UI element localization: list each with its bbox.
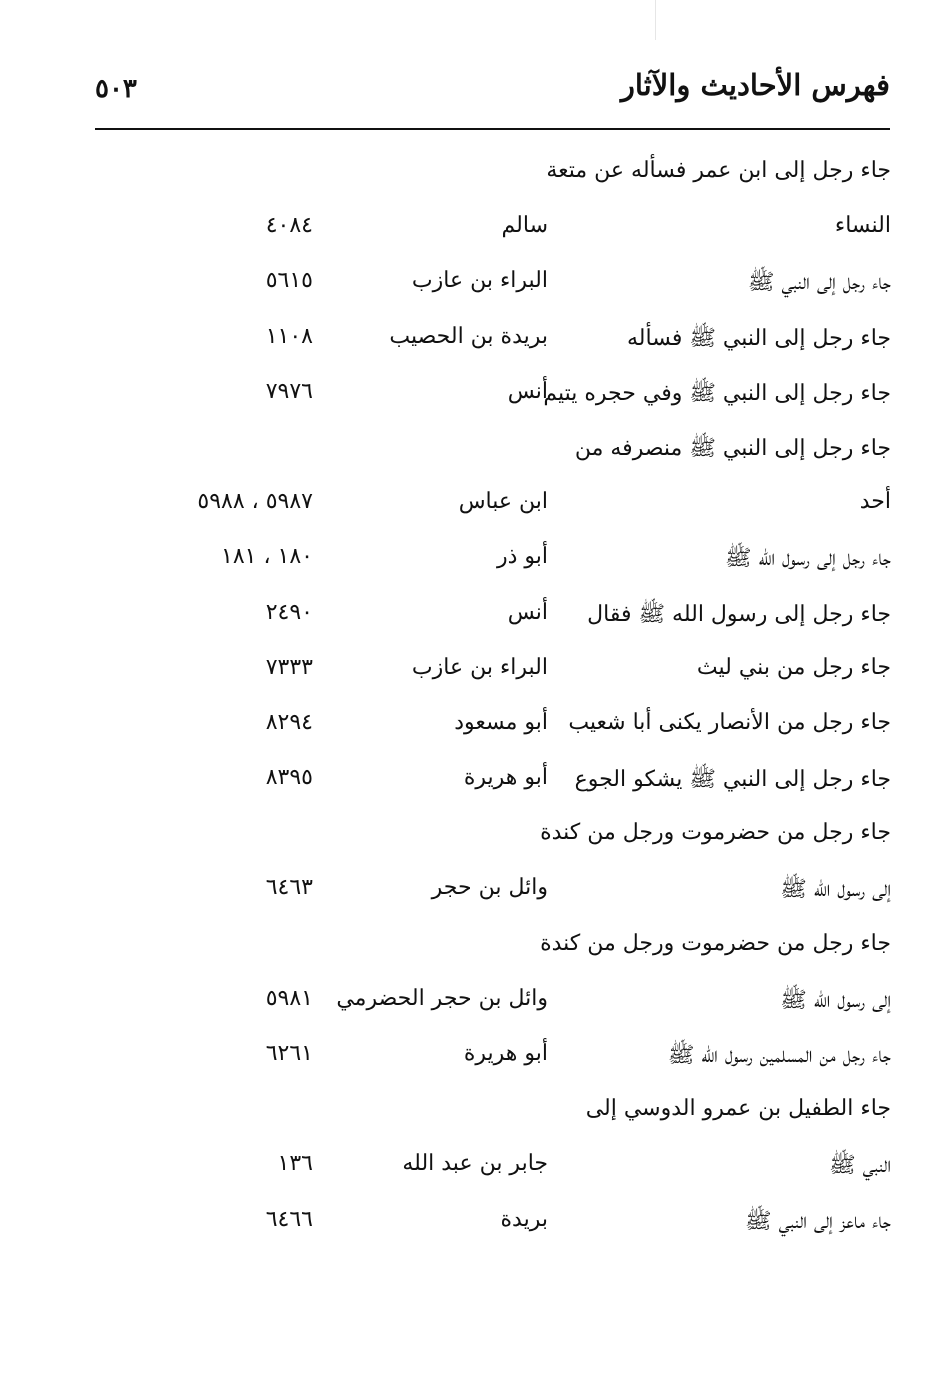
hadith-text: جاء رجل إلى النبي ﷺ يشكو الجوع <box>574 767 891 793</box>
hadith-number: ٥٩٨٧ ، ٥٩٨٨ <box>197 489 313 515</box>
narrator-name: أنس <box>507 378 548 404</box>
narrator-name: بريدة <box>500 1206 548 1232</box>
hadith-number: ٦٤٦٣ <box>265 875 313 901</box>
narrator-name: بريدة بن الحصيب <box>389 323 548 349</box>
index-entry <box>95 921 903 976</box>
hadith-number: ٤٠٨٤ <box>265 213 313 239</box>
index-entry <box>95 1197 903 1252</box>
index-entry <box>95 700 903 755</box>
hadith-number: ٨٣٩٥ <box>265 765 313 791</box>
index-entry <box>95 1141 903 1196</box>
index-entry <box>95 976 903 1031</box>
index-entry <box>95 590 903 645</box>
narrator-name: أبو مسعود <box>454 709 548 735</box>
narrator-name: وائل بن حجر الحضرمي <box>336 985 548 1011</box>
hadith-text: إلى رسول الله ﷺ <box>780 877 891 903</box>
hadith-text: جاء رجل من الأنصار يكنى أبا شعيب <box>568 709 891 735</box>
hadith-number: ١٣٦ <box>277 1151 313 1177</box>
hadith-number: ٢٤٩٠ <box>265 599 313 625</box>
hadith-number: ٨٢٩٤ <box>265 709 313 735</box>
hadith-text: جاء الطفيل بن عمرو الدوسي إلى <box>585 1096 891 1122</box>
hadith-index-list <box>95 148 903 1252</box>
index-entry <box>95 1031 903 1086</box>
narrator-name: سالم <box>501 213 548 239</box>
page-header <box>95 62 890 122</box>
hadith-number: ٦٤٦٦ <box>265 1206 313 1232</box>
hadith-text: النبي ﷺ <box>829 1153 891 1179</box>
hadith-number: ٥٦١٥ <box>265 268 313 294</box>
index-entry <box>95 424 903 479</box>
hadith-text: إلى رسول الله ﷺ <box>780 987 891 1013</box>
hadith-text: جاء ماعز إلى النبي ﷺ <box>745 1208 891 1234</box>
narrator-name: البراء بن عازب <box>411 654 548 680</box>
hadith-number: ٥٩٨١ <box>265 985 313 1011</box>
hadith-text: جاء رجل إلى رسول الله ﷺ فقال <box>587 601 891 627</box>
page-title: فهرس الأحاديث والآثار <box>620 68 890 102</box>
hadith-number: ١٨٠ ، ١٨١ <box>221 544 313 570</box>
hadith-text: جاء رجل إلى النبي ﷺ منصرفه من <box>574 435 891 461</box>
hadith-text: جاء رجل إلى النبي ﷺ وفي حجره يتيم <box>543 380 891 406</box>
narrator-name: البراء بن عازب <box>411 268 548 294</box>
hadith-text: جاء رجل من المسلمين رسول الله ﷺ <box>667 1043 891 1068</box>
header-divider <box>95 128 890 130</box>
narrator-name: أبو هريرة <box>463 1041 548 1066</box>
hadith-text: جاء رجل إلى ابن عمر فسأله عن متعة <box>546 158 891 183</box>
index-entry <box>95 865 903 920</box>
hadith-text: جاء رجل إلى النبي ﷺ فسأله <box>627 325 891 351</box>
hadith-number: ٧٩٧٦ <box>265 378 313 404</box>
narrator-name: ابن عباس <box>458 489 548 515</box>
hadith-number: ٦٢٦١ <box>265 1041 313 1066</box>
index-entry <box>95 314 903 369</box>
index-entry <box>95 369 903 424</box>
narrator-name: أبو ذر <box>496 544 548 570</box>
hadith-text: جاء رجل إلى رسول الله ﷺ <box>725 546 891 572</box>
index-entry <box>95 203 903 258</box>
hadith-text: النساء <box>834 213 891 239</box>
page-edge-mark <box>655 0 656 40</box>
hadith-number: ١١٠٨ <box>265 323 313 349</box>
hadith-text: جاء رجل من حضرموت ورجل من كندة <box>540 930 891 956</box>
page-number: ٥٠٣ <box>95 74 137 104</box>
hadith-number: ٧٣٣٣ <box>265 654 313 680</box>
index-entry <box>95 148 903 203</box>
index-entry <box>95 534 903 589</box>
index-entry <box>95 479 903 534</box>
index-entry <box>95 755 903 810</box>
narrator-name: وائل بن حجر <box>431 875 548 901</box>
hadith-text: جاء رجل إلى النبي ﷺ <box>747 270 891 296</box>
index-entry <box>95 258 903 313</box>
index-entry <box>95 1086 903 1141</box>
hadith-text: أحد <box>859 489 891 515</box>
index-entry <box>95 810 903 865</box>
hadith-text: جاء رجل من حضرموت ورجل من كندة <box>540 820 891 846</box>
narrator-name: جابر بن عبد الله <box>402 1151 548 1177</box>
narrator-name: أنس <box>507 599 548 625</box>
narrator-name: أبو هريرة <box>463 765 548 791</box>
hadith-text: جاء رجل من بني ليث <box>696 654 891 680</box>
index-entry <box>95 645 903 700</box>
